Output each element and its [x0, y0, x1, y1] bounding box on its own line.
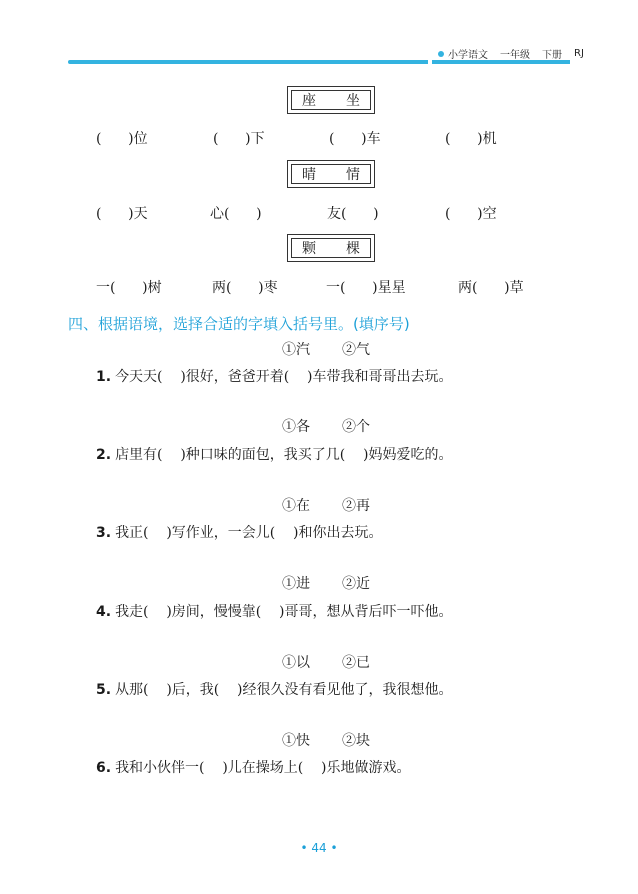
question-number: 3.: [96, 525, 112, 541]
header-grade: 一年级: [500, 50, 530, 61]
question-number: 5.: [96, 682, 112, 698]
header-subject: 小学语文: [448, 50, 488, 61]
header-term: 下册: [542, 50, 562, 61]
char-pair-box: [287, 160, 375, 188]
question: [96, 366, 453, 386]
char-option: 颗: [302, 241, 316, 257]
option: ①各: [282, 419, 310, 435]
question-number: 1.: [96, 369, 112, 385]
question-text: 店里有( )种口味的面包，我买了几( )妈妈爱吃的。: [115, 447, 453, 463]
question-number: 2.: [96, 447, 112, 463]
option: ①在: [282, 498, 310, 514]
option-pair: [282, 652, 370, 672]
option-pair: [282, 573, 370, 593]
option: ①以: [282, 655, 310, 671]
fill-item: 心( ): [210, 206, 262, 222]
question: [96, 444, 453, 464]
char-option: 晴: [302, 167, 316, 183]
question-number: 4.: [96, 604, 112, 620]
option-pair: [282, 495, 370, 515]
fill-item: ( )位: [96, 131, 148, 147]
option-pair: [282, 339, 370, 359]
fill-item: ( )下: [213, 131, 265, 147]
fill-item: 两( )草: [458, 280, 524, 296]
option: ②近: [342, 576, 370, 592]
header-label: [438, 46, 584, 61]
section-title: 四、根据语境，选择合适的字填入括号里。(填序号): [68, 315, 410, 333]
option: ②已: [342, 655, 370, 671]
option: ②再: [342, 498, 370, 514]
option-pair: [282, 730, 370, 750]
char-pair-box: [287, 234, 375, 262]
option: ①快: [282, 733, 310, 749]
fill-item: ( )天: [96, 206, 148, 222]
char-pair-box: [287, 86, 375, 114]
char-option: 坐: [346, 93, 360, 109]
char-option: 情: [346, 167, 360, 183]
question-text: 今天天( )很好，爸爸开着( )车带我和哥哥出去玩。: [115, 369, 453, 385]
option: ①进: [282, 576, 310, 592]
option-pair: [282, 416, 370, 436]
fill-item: 一( )树: [96, 280, 162, 296]
question-text: 从那( )后，我( )经很久没有看见他了，我很想他。: [115, 682, 453, 698]
option: ②个: [342, 419, 370, 435]
question: [96, 757, 411, 777]
bullet-icon: [438, 51, 444, 57]
fill-item: 一( )星星: [326, 280, 406, 296]
fill-item: ( )车: [329, 131, 381, 147]
question-text: 我走( )房间，慢慢靠( )哥哥，想从背后吓一吓他。: [115, 604, 453, 620]
question-text: 我正( )写作业，一会儿( )和你出去玩。: [115, 525, 383, 541]
fill-item: 两( )枣: [212, 280, 278, 296]
header-edition: RJ: [574, 48, 584, 59]
fill-item: ( )机: [445, 131, 497, 147]
option: ②块: [342, 733, 370, 749]
option: ①汽: [282, 342, 310, 358]
fill-item: 友( ): [327, 206, 379, 222]
question-number: 6.: [96, 760, 112, 776]
question: [96, 679, 453, 699]
question: [96, 601, 453, 621]
option: ②气: [342, 342, 370, 358]
question-text: 我和小伙伴一( )儿在操场上( )乐地做游戏。: [115, 760, 411, 776]
char-option: 棵: [346, 241, 360, 257]
char-option: 座: [302, 93, 316, 109]
question: [96, 522, 383, 542]
page-number: • 44 •: [300, 841, 338, 855]
fill-item: ( )空: [445, 206, 497, 222]
